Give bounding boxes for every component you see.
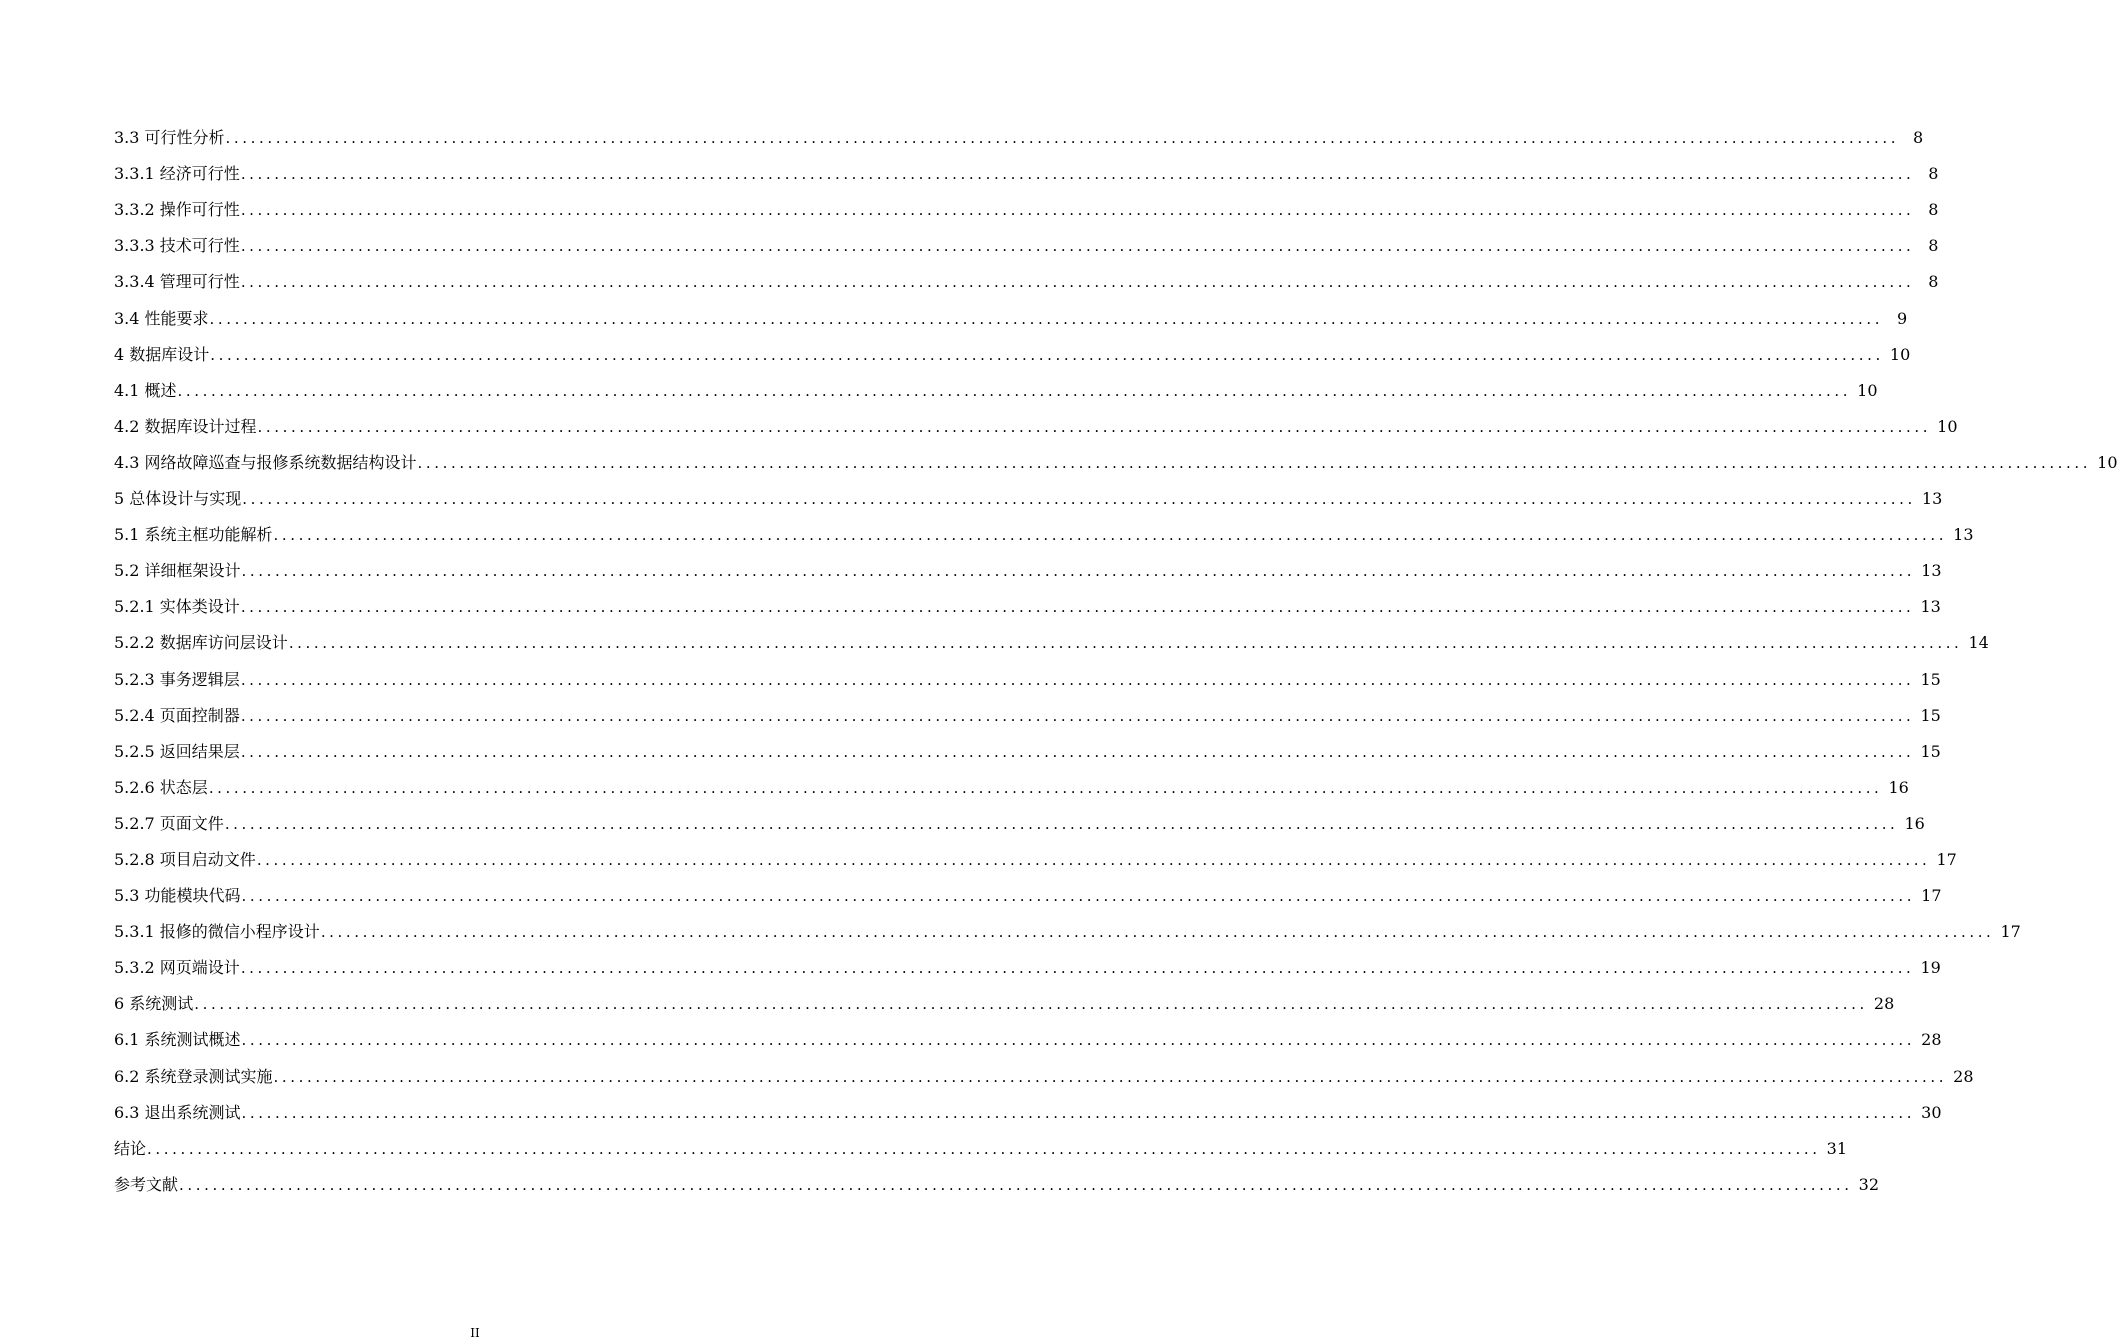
- toc-leader-dots: ........................................................................................................................................................................................................: [273, 526, 1948, 545]
- toc-entry-page: 8: [1928, 236, 1939, 256]
- toc-entry-title: 4 数据库设计: [114, 344, 210, 364]
- toc-leader-dots: ........................................................................................................................................................................................................: [240, 742, 1915, 761]
- toc-entry[interactable]: [114, 329, 1911, 365]
- toc-entry[interactable]: [114, 401, 1958, 437]
- toc-entry[interactable]: [114, 617, 1989, 653]
- toc-leader-dots: ........................................................................................................................................................................................................: [240, 165, 1915, 184]
- toc-entry-page: 10: [1889, 344, 1911, 364]
- toc-entry[interactable]: [114, 509, 1974, 545]
- toc-entry-page: 17: [1921, 886, 1942, 906]
- toc-entry-page: 15: [1920, 705, 1941, 725]
- toc-entry[interactable]: [114, 978, 1895, 1014]
- toc-entry-page: 28: [1873, 994, 1895, 1014]
- toc-leader-dots: ........................................................................................................................................................................................................: [240, 670, 1915, 689]
- toc-entry-title: 5.3 功能模块代码: [114, 886, 241, 906]
- toc-entry-page: 10: [1857, 380, 1878, 400]
- toc-leader-dots: ........................................................................................................................................................................................................: [240, 598, 1915, 617]
- toc-entry-title: 3.3.2 操作可行性: [114, 200, 240, 220]
- toc-entry-page: 13: [1953, 525, 1974, 545]
- toc-leader-dots: ........................................................................................................................................................................................................: [257, 417, 1932, 436]
- toc-entry-page: 31: [1826, 1138, 1847, 1158]
- toc-entry-page: 32: [1858, 1174, 1879, 1194]
- toc-entry-title: 5.3.1 报修的微信小程序设计: [114, 922, 320, 942]
- toc-leader-dots: ........................................................................................................................................................................................................: [209, 309, 1884, 328]
- toc-entry-title: 5.2.7 页面文件: [114, 813, 224, 833]
- toc-leader-dots: ........................................................................................................................................................................................................: [177, 381, 1852, 400]
- toc-entry[interactable]: [114, 473, 1943, 509]
- toc-entry-page: 8: [1912, 128, 1924, 148]
- toc-leader-dots: ........................................................................................................................................................................................................: [288, 634, 1963, 653]
- toc-entry[interactable]: [114, 870, 1942, 906]
- table-of-contents: [114, 112, 2118, 1195]
- toc-leader-dots: ........................................................................................................................................................................................................: [320, 923, 1995, 942]
- toc-leader-dots: ........................................................................................................................................................................................................: [194, 995, 1868, 1014]
- toc-leader-dots: ........................................................................................................................................................................................................: [241, 1031, 1916, 1050]
- toc-entry-page: 16: [1904, 813, 1925, 833]
- toc-entry[interactable]: [114, 1123, 1847, 1159]
- toc-entry[interactable]: [114, 942, 1941, 978]
- toc-leader-dots: ........................................................................................................................................................................................................: [241, 562, 1916, 581]
- toc-entry[interactable]: [114, 148, 1939, 184]
- toc-entry-page: 13: [1920, 597, 1941, 617]
- toc-entry[interactable]: [114, 1050, 1974, 1086]
- toc-entry-page: 14: [1968, 633, 1989, 653]
- toc-entry-page: 15: [1920, 741, 1941, 761]
- toc-entry-page: 17: [2000, 922, 2021, 942]
- toc-entry[interactable]: [114, 437, 2118, 473]
- toc-entry[interactable]: [114, 834, 1957, 870]
- toc-leader-dots: ........................................................................................................................................................................................................: [224, 814, 1899, 833]
- toc-leader-dots: ........................................................................................................................................................................................................: [241, 887, 1916, 906]
- toc-leader-dots: ........................................................................................................................................................................................................: [240, 201, 1915, 220]
- toc-leader-dots: ........................................................................................................................................................................................................: [241, 1103, 1916, 1122]
- toc-entry[interactable]: [114, 292, 1908, 328]
- toc-leader-dots: ........................................................................................................................................................................................................: [273, 1067, 1948, 1086]
- toc-entry-page: 8: [1928, 164, 1939, 184]
- toc-entry-title: 5.3.2 网页端设计: [114, 958, 240, 978]
- toc-entry-page: 28: [1953, 1066, 1974, 1086]
- toc-leader-dots: ........................................................................................................................................................................................................: [240, 237, 1915, 256]
- toc-entry-title: 4.1 概述: [114, 380, 177, 400]
- toc-entry-title: 4.2 数据库设计过程: [114, 416, 257, 436]
- toc-entry-title: 5.2.8 项目启动文件: [114, 849, 256, 869]
- toc-entry[interactable]: [114, 112, 1924, 148]
- toc-entry-title: 3.3.1 经济可行性: [114, 164, 240, 184]
- toc-leader-dots: ........................................................................................................................................................................................................: [147, 1139, 1821, 1158]
- toc-leader-dots: ........................................................................................................................................................................................................: [240, 273, 1915, 292]
- toc-leader-dots: ........................................................................................................................................................................................................: [208, 778, 1883, 797]
- toc-entry-page: 8: [1928, 272, 1939, 292]
- toc-entry[interactable]: [114, 726, 1941, 762]
- toc-entry-title: 3.3.4 管理可行性: [114, 272, 240, 292]
- toc-entry-title: 5.2.2 数据库访问层设计: [114, 633, 288, 653]
- toc-leader-dots: ........................................................................................................................................................................................................: [225, 129, 1900, 148]
- toc-entry-page: 10: [1937, 416, 1958, 436]
- toc-entry[interactable]: [114, 1159, 1879, 1195]
- toc-leader-dots: ........................................................................................................................................................................................................: [210, 345, 1884, 364]
- toc-entry[interactable]: [114, 762, 1909, 798]
- toc-entry-title: 3.3.3 技术可行性: [114, 236, 240, 256]
- toc-leader-dots: ........................................................................................................................................................................................................: [256, 850, 1931, 869]
- toc-entry-title: 3.4 性能要求: [114, 308, 209, 328]
- toc-entry-page: 17: [1936, 849, 1957, 869]
- toc-entry[interactable]: [114, 220, 1939, 256]
- toc-entry-page: 28: [1921, 1030, 1942, 1050]
- page-number: II: [470, 1326, 480, 1340]
- toc-entry-title: 5.1 系统主框功能解析: [114, 525, 273, 545]
- toc-entry[interactable]: [114, 256, 1939, 292]
- toc-entry-page: 15: [1920, 669, 1941, 689]
- toc-entry-title: 结论: [114, 1138, 147, 1158]
- toc-entry[interactable]: [114, 365, 1878, 401]
- toc-entry-title: 5.2.4 页面控制器: [114, 705, 240, 725]
- toc-entry[interactable]: [114, 798, 1925, 834]
- toc-entry-title: 5.2.1 实体类设计: [114, 597, 240, 617]
- toc-entry[interactable]: [114, 1014, 1942, 1050]
- toc-entry[interactable]: [114, 184, 1939, 220]
- toc-leader-dots: ........................................................................................................................................................................................................: [179, 1175, 1853, 1194]
- toc-entry-page: 13: [1921, 561, 1942, 581]
- toc-entry-title: 6 系统测试: [114, 994, 194, 1014]
- toc-leader-dots: ........................................................................................................................................................................................................: [417, 453, 2092, 472]
- toc-leader-dots: ........................................................................................................................................................................................................: [242, 490, 1916, 509]
- toc-entry-title: 6.3 退出系统测试: [114, 1102, 241, 1122]
- toc-entry-title: 5 总体设计与实现: [114, 489, 242, 509]
- toc-entry-page: 30: [1921, 1102, 1942, 1122]
- toc-entry-page: 16: [1888, 777, 1909, 797]
- toc-entry-title: 3.3 可行性分析: [114, 128, 225, 148]
- toc-entry-page: 9: [1896, 308, 1908, 328]
- toc-entry-title: 5.2.6 状态层: [114, 777, 208, 797]
- toc-entry-title: 6.1 系统测试概述: [114, 1030, 241, 1050]
- toc-entry-title: 4.3 网络故障巡查与报修系统数据结构设计: [114, 452, 417, 472]
- toc-entry-page: 10: [2097, 452, 2118, 472]
- toc-entry-title: 5.2.5 返回结果层: [114, 741, 240, 761]
- toc-entry-page: 19: [1920, 958, 1941, 978]
- toc-entry[interactable]: [114, 653, 1941, 689]
- toc-entry-title: 参考文献: [114, 1174, 179, 1194]
- toc-entry-title: 5.2.3 事务逻辑层: [114, 669, 240, 689]
- toc-entry[interactable]: [114, 1087, 1942, 1123]
- toc-entry-page: 13: [1921, 489, 1943, 509]
- toc-entry[interactable]: [114, 581, 1941, 617]
- toc-entry-page: 8: [1928, 200, 1939, 220]
- toc-entry[interactable]: [114, 906, 2021, 942]
- toc-leader-dots: ........................................................................................................................................................................................................: [240, 706, 1915, 725]
- toc-entry[interactable]: [114, 690, 1941, 726]
- toc-entry-title: 5.2 详细框架设计: [114, 561, 241, 581]
- toc-entry[interactable]: [114, 545, 1942, 581]
- toc-leader-dots: ........................................................................................................................................................................................................: [240, 959, 1915, 978]
- toc-entry-title: 6.2 系统登录测试实施: [114, 1066, 273, 1086]
